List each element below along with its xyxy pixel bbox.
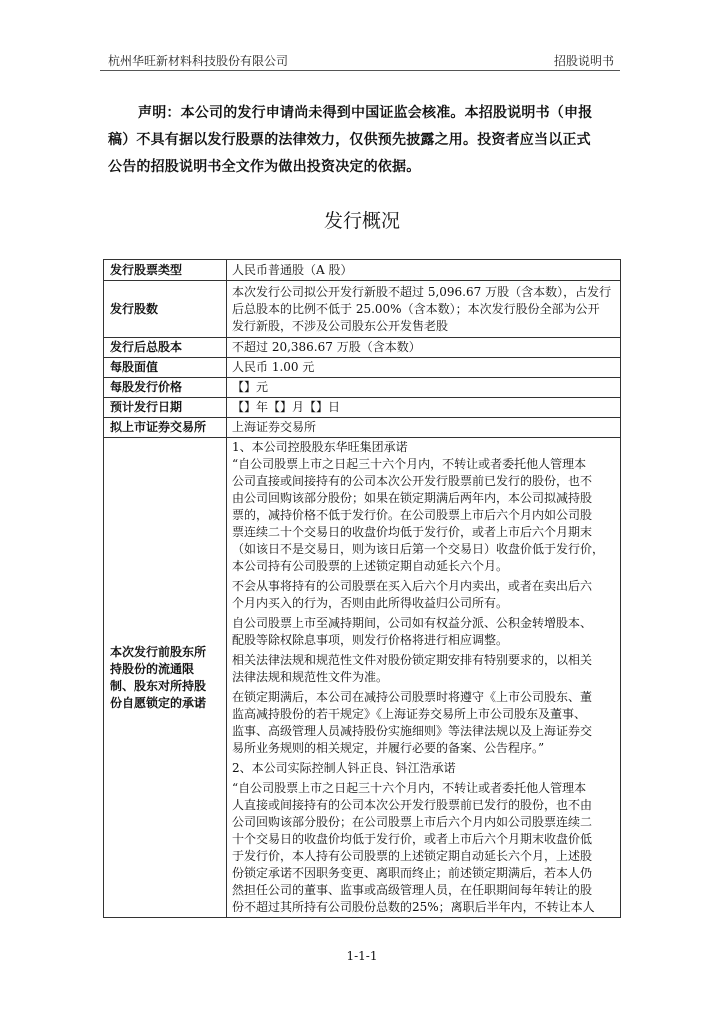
row-value: 上海证券交易所	[227, 418, 621, 438]
row-value	[227, 281, 621, 338]
row-label: 拟上市证券交易所	[104, 418, 227, 438]
page-number: 1-1-1	[346, 949, 378, 963]
commitment-paragraph	[232, 456, 616, 575]
text-line: “自公司股票上市之日起三十六个月内，不转让或者委托他人管理本	[232, 781, 587, 795]
table-row	[104, 438, 621, 918]
text-line: 由公司回购该部分股份；如果在锁定期满后两年内，本公司拟减持股	[232, 491, 593, 505]
row-label	[104, 438, 227, 918]
text-line: 在锁定期满后，本公司在减持公司股票时将遵守《上市公司股东、董	[232, 690, 593, 704]
text-line: 自公司股票上市至减持期间，公司如有权益分派、公积金转增股本、	[232, 616, 593, 630]
text-line: 于发行价，本人持有公司股票的上述锁定期自动延长六个月，上述股	[232, 849, 593, 863]
table-row	[104, 358, 621, 378]
row-label: 发行股数	[104, 281, 227, 338]
row-value: 【】元	[227, 378, 621, 398]
text-line: 份锁定承诺不因职务变更、离职而终止；前述锁定期满后，若本人仍	[232, 866, 593, 880]
text-line: 公司直接或间接持有的公司本次公开发行股票前已发行的股份，也不	[232, 474, 593, 488]
disclaimer-statement	[108, 100, 624, 181]
label-line: 份自愿锁定的承诺	[110, 695, 207, 710]
commitment-paragraph	[232, 578, 616, 612]
text-line: 份不超过其所持有公司股份总数的25%；离职后半年内，不转让本人	[232, 900, 595, 914]
text-line: 不会从事将持有的公司股票在买入后六个月内卖出，或者在卖出后六	[232, 579, 593, 593]
row-value: 人民币普通股（A 股）	[227, 260, 621, 281]
text-line: 本公司持有公司股票的上述锁定期自动延长六个月。	[232, 559, 509, 573]
header-doc-type: 招股说明书	[553, 54, 614, 68]
statement-line: 声明：本公司的发行申请尚未得到中国证监会核准。本招股说明书（申报	[138, 105, 593, 121]
row-value: 不超过 20,386.67 万股（含本数）	[227, 338, 621, 358]
row-label: 预计发行日期	[104, 398, 227, 418]
table-row	[104, 260, 621, 281]
table-row	[104, 418, 621, 438]
value-line: 后总股本的比例不低于 25.00%（含本数）；本次发行股份全部为公开	[232, 301, 600, 316]
text-line: 人直接或间接持有的公司本次公开发行股票前已发行的股份，也不由	[232, 798, 593, 812]
commitment-paragraph	[232, 780, 616, 916]
row-value: 人民币 1.00 元	[227, 358, 621, 378]
text-line: 票的，减持价格不低于发行价。在公司股票上市后六个月内如公司股	[232, 508, 593, 522]
row-label: 发行股票类型	[104, 260, 227, 281]
statement-line: 公告的招股说明书全文作为做出投资决定的依据。	[108, 159, 421, 175]
text-line: 监高减持股份的若干规定》《上海证券交易所上市公司股东及董事、	[232, 707, 587, 721]
text-line: 2、本公司实际控制人钭正良、钭江浩承诺	[232, 761, 456, 775]
lockup-commitments	[227, 438, 621, 918]
value-line: 本次发行公司拟公开发行新股不超过 5,096.67 万股（含本数），占发行	[232, 284, 612, 299]
text-line: 票连续二十个交易日的收盘价均低于发行价，或者上市后六个月期末	[232, 525, 593, 539]
row-label: 每股面值	[104, 358, 227, 378]
offering-overview-table	[103, 259, 621, 918]
text-line: 然担任公司的董事、监事或高级管理人员，在任职期间每年转让的股	[232, 883, 593, 897]
commitment-paragraph	[232, 652, 616, 686]
row-label: 发行后总股本	[104, 338, 227, 358]
table-row	[104, 378, 621, 398]
text-line: 法律法规和规范性文件为准。	[232, 670, 389, 684]
text-line: 个月内买入的行为，否则由此所得收益归公司所有。	[232, 596, 509, 610]
text-line: 公司回购该部分股份；在公司股票上市后六个月内如公司股票连续二	[232, 815, 593, 829]
commitment-paragraph	[232, 689, 616, 757]
header-company-name: 杭州华旺新材料科技股份有限公司	[108, 54, 289, 68]
text-line: 配股等除权除息事项，则发行价格将进行相应调整。	[232, 633, 509, 647]
page-title: 发行概况	[323, 210, 400, 232]
commitment-paragraph	[232, 615, 616, 649]
table-row	[104, 398, 621, 418]
page-header	[100, 50, 620, 71]
statement-line: 稿）不具有据以发行股票的法律效力，仅供预先披露之用。投资者应当以正式	[108, 132, 591, 148]
table-row	[104, 281, 621, 338]
label-line: 本次发行前股东所	[110, 644, 207, 659]
row-value: 【】年【】月【】日	[227, 398, 621, 418]
text-line: （如该日不是交易日，则为该日后第一个交易日）收盘价低于发行价，	[232, 542, 605, 556]
text-line: 十个交易日的收盘价均低于发行价，或者上市后六个月期末收盘价低	[232, 832, 593, 846]
value-line: 发行新股，不涉及公司股东公开发售老股	[232, 318, 449, 333]
row-label: 每股发行价格	[104, 378, 227, 398]
text-line: 监事、高级管理人员减持股份实施细则》等法律法规以及上海证券交	[232, 724, 593, 738]
table-row	[104, 338, 621, 358]
text-line: 相关法律法规和规范性文件对股份锁定期安排有特别要求的，以相关	[232, 653, 593, 667]
commitment-paragraph	[232, 439, 616, 456]
label-line: 制、股东对所持股	[110, 678, 207, 693]
label-line: 持股份的流通限	[110, 661, 195, 676]
text-line: “自公司股票上市之日起三十六个月内，不转让或者委托他人管理本	[232, 457, 587, 471]
commitment-paragraph	[232, 760, 616, 777]
text-line: 1、本公司控股股东华旺集团承诺	[232, 440, 408, 454]
text-line: 易所业务规则的相关规定，并履行必要的备案、公告程序。”	[232, 741, 545, 755]
